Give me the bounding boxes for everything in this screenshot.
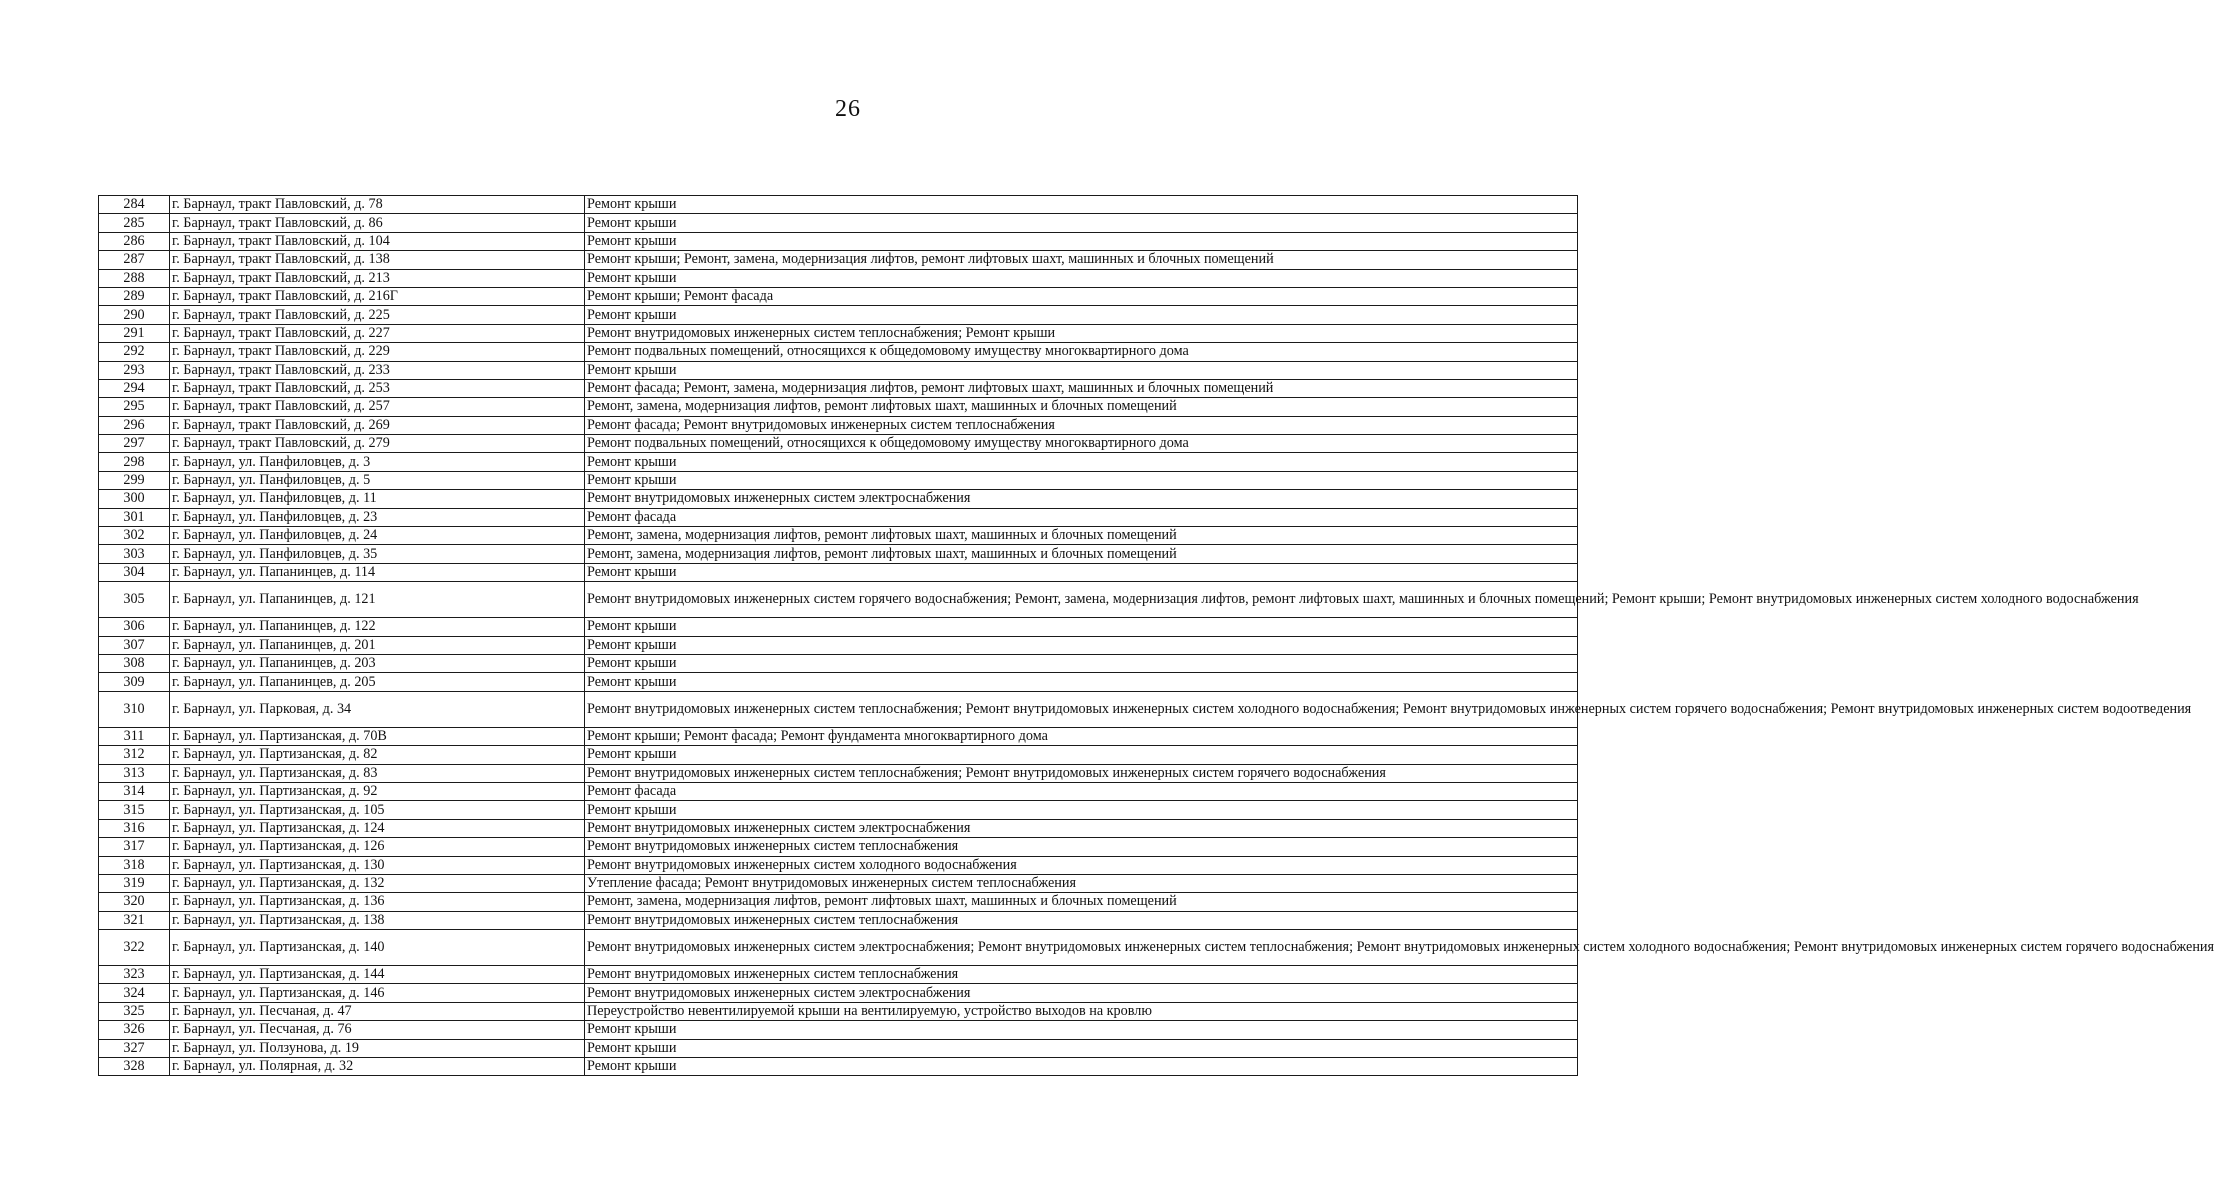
works-cell: Ремонт крыши xyxy=(585,654,1578,672)
row-number-cell: 295 xyxy=(99,398,170,416)
table-row xyxy=(99,269,1578,287)
address-cell: г. Барнаул, ул. Партизанская, д. 130 xyxy=(170,856,585,874)
row-number-cell: 311 xyxy=(99,727,170,745)
address-cell: г. Барнаул, тракт Павловский, д. 78 xyxy=(170,196,585,214)
row-number-cell: 308 xyxy=(99,654,170,672)
row-number-cell: 322 xyxy=(99,930,170,966)
address-cell: г. Барнаул, ул. Песчаная, д. 47 xyxy=(170,1002,585,1020)
row-number-cell: 293 xyxy=(99,361,170,379)
address-cell: г. Барнаул, ул. Панфиловцев, д. 35 xyxy=(170,545,585,563)
works-cell: Ремонт внутридомовых инженерных систем электроснабжения xyxy=(585,819,1578,837)
works-cell: Ремонт крыши xyxy=(585,232,1578,250)
row-number-cell: 315 xyxy=(99,801,170,819)
works-cell: Ремонт подвальных помещений, относящихся к общедомовому имуществу многоквартирного дома xyxy=(585,435,1578,453)
row-number-cell: 327 xyxy=(99,1039,170,1057)
works-cell: Ремонт крыши xyxy=(585,801,1578,819)
row-number-cell: 284 xyxy=(99,196,170,214)
works-cell: Ремонт крыши xyxy=(585,453,1578,471)
table-row xyxy=(99,435,1578,453)
address-cell: г. Барнаул, ул. Панфиловцев, д. 23 xyxy=(170,508,585,526)
works-cell: Ремонт крыши xyxy=(585,563,1578,581)
table-row xyxy=(99,819,1578,837)
table-row xyxy=(99,251,1578,269)
works-cell: Ремонт крыши; Ремонт, замена, модернизация лифтов, ремонт лифтовых шахт, машинных и блочных помещений xyxy=(585,251,1578,269)
row-number-cell: 288 xyxy=(99,269,170,287)
table-row xyxy=(99,361,1578,379)
table-row xyxy=(99,545,1578,563)
address-cell: г. Барнаул, ул. Полярная, д. 32 xyxy=(170,1058,585,1076)
works-cell: Ремонт крыши; Ремонт фасада xyxy=(585,287,1578,305)
works-cell: Ремонт крыши xyxy=(585,1039,1578,1057)
works-cell: Ремонт внутридомовых инженерных систем теплоснабжения xyxy=(585,838,1578,856)
address-cell: г. Барнаул, ул. Партизанская, д. 92 xyxy=(170,782,585,800)
table-row xyxy=(99,343,1578,361)
works-cell: Переустройство невентилируемой крыши на вентилируемую, устройство выходов на кровлю xyxy=(585,1002,1578,1020)
row-number-cell: 309 xyxy=(99,673,170,691)
table-row xyxy=(99,746,1578,764)
address-cell: г. Барнаул, ул. Партизанская, д. 105 xyxy=(170,801,585,819)
works-cell: Ремонт крыши xyxy=(585,269,1578,287)
table-row xyxy=(99,1002,1578,1020)
works-cell: Ремонт крыши xyxy=(585,1021,1578,1039)
table-row xyxy=(99,654,1578,672)
works-cell: Ремонт фасада; Ремонт, замена, модернизация лифтов, ремонт лифтовых шахт, машинных и блочных помещений xyxy=(585,379,1578,397)
table-row xyxy=(99,1021,1578,1039)
works-cell: Ремонт крыши xyxy=(585,361,1578,379)
works-cell: Ремонт подвальных помещений, относящихся к общедомовому имуществу многоквартирного дома xyxy=(585,343,1578,361)
address-cell: г. Барнаул, ул. Папанинцев, д. 114 xyxy=(170,563,585,581)
table-row xyxy=(99,324,1578,342)
works-cell: Ремонт крыши xyxy=(585,636,1578,654)
address-cell: г. Барнаул, ул. Партизанская, д. 70В xyxy=(170,727,585,745)
address-cell: г. Барнаул, ул. Партизанская, д. 138 xyxy=(170,911,585,929)
works-cell: Ремонт внутридомовых инженерных систем электроснабжения; Ремонт внутридомовых инженерных систем теплоснабжения; Ремонт внутридомовых инженерных систем холодного водоснабжения; Ремонт внутридомовых инженерных систем горячего водоснабжения xyxy=(585,930,1578,966)
table-row xyxy=(99,508,1578,526)
address-cell: г. Барнаул, ул. Папанинцев, д. 201 xyxy=(170,636,585,654)
works-cell: Ремонт крыши xyxy=(585,306,1578,324)
works-cell: Ремонт, замена, модернизация лифтов, ремонт лифтовых шахт, машинных и блочных помещений xyxy=(585,893,1578,911)
table-row xyxy=(99,453,1578,471)
table-row xyxy=(99,490,1578,508)
row-number-cell: 294 xyxy=(99,379,170,397)
address-cell: г. Барнаул, тракт Павловский, д. 213 xyxy=(170,269,585,287)
works-cell: Ремонт крыши xyxy=(585,471,1578,489)
row-number-cell: 319 xyxy=(99,874,170,892)
works-cell: Ремонт, замена, модернизация лифтов, ремонт лифтовых шахт, машинных и блочных помещений xyxy=(585,527,1578,545)
page-number: 26 xyxy=(835,96,861,122)
works-cell: Ремонт крыши xyxy=(585,1058,1578,1076)
table-row xyxy=(99,1039,1578,1057)
table-row xyxy=(99,984,1578,1002)
works-cell: Ремонт внутридомовых инженерных систем теплоснабжения; Ремонт внутридомовых инженерных систем горячего водоснабжения xyxy=(585,764,1578,782)
works-cell: Ремонт внутридомовых инженерных систем горячего водоснабжения; Ремонт, замена, модернизация лифтов, ремонт лифтовых шахт, машинных и блочных помещений; Ремонт крыши; Ремонт внутридомовых инженерных систем холодного водоснабжения xyxy=(585,582,1578,618)
works-cell: Ремонт крыши xyxy=(585,196,1578,214)
table-row xyxy=(99,673,1578,691)
works-cell: Ремонт крыши xyxy=(585,618,1578,636)
address-cell: г. Барнаул, ул. Панфиловцев, д. 11 xyxy=(170,490,585,508)
row-number-cell: 296 xyxy=(99,416,170,434)
table-row xyxy=(99,691,1578,727)
row-number-cell: 314 xyxy=(99,782,170,800)
works-cell: Ремонт крыши; Ремонт фасада; Ремонт фундамента многоквартирного дома xyxy=(585,727,1578,745)
table-row xyxy=(99,306,1578,324)
row-number-cell: 305 xyxy=(99,582,170,618)
row-number-cell: 312 xyxy=(99,746,170,764)
address-cell: г. Барнаул, ул. Панфиловцев, д. 5 xyxy=(170,471,585,489)
works-cell: Ремонт внутридомовых инженерных систем теплоснабжения; Ремонт крыши xyxy=(585,324,1578,342)
table-row xyxy=(99,874,1578,892)
address-cell: г. Барнаул, ул. Ползунова, д. 19 xyxy=(170,1039,585,1057)
works-cell: Ремонт фасада xyxy=(585,508,1578,526)
table-row xyxy=(99,527,1578,545)
address-cell: г. Барнаул, тракт Павловский, д. 233 xyxy=(170,361,585,379)
address-cell: г. Барнаул, ул. Партизанская, д. 140 xyxy=(170,930,585,966)
address-cell: г. Барнаул, ул. Партизанская, д. 144 xyxy=(170,966,585,984)
table-row xyxy=(99,764,1578,782)
address-cell: г. Барнаул, тракт Павловский, д. 216Г xyxy=(170,287,585,305)
works-cell: Ремонт внутридомовых инженерных систем холодного водоснабжения xyxy=(585,856,1578,874)
row-number-cell: 297 xyxy=(99,435,170,453)
works-cell: Ремонт фасада; Ремонт внутридомовых инженерных систем теплоснабжения xyxy=(585,416,1578,434)
address-cell: г. Барнаул, тракт Павловский, д. 86 xyxy=(170,214,585,232)
row-number-cell: 324 xyxy=(99,984,170,1002)
address-cell: г. Барнаул, тракт Павловский, д. 257 xyxy=(170,398,585,416)
row-number-cell: 306 xyxy=(99,618,170,636)
address-cell: г. Барнаул, тракт Павловский, д. 104 xyxy=(170,232,585,250)
works-cell: Ремонт крыши xyxy=(585,214,1578,232)
table-row xyxy=(99,893,1578,911)
address-cell: г. Барнаул, тракт Павловский, д. 225 xyxy=(170,306,585,324)
address-cell: г. Барнаул, ул. Партизанская, д. 136 xyxy=(170,893,585,911)
address-cell: г. Барнаул, ул. Парковая, д. 34 xyxy=(170,691,585,727)
repair-works-table xyxy=(98,195,2214,1076)
row-number-cell: 307 xyxy=(99,636,170,654)
works-cell: Ремонт крыши xyxy=(585,746,1578,764)
row-number-cell: 325 xyxy=(99,1002,170,1020)
row-number-cell: 286 xyxy=(99,232,170,250)
row-number-cell: 299 xyxy=(99,471,170,489)
table-row xyxy=(99,582,1578,618)
works-cell: Ремонт, замена, модернизация лифтов, ремонт лифтовых шахт, машинных и блочных помещений xyxy=(585,545,1578,563)
address-cell: г. Барнаул, тракт Павловский, д. 138 xyxy=(170,251,585,269)
row-number-cell: 290 xyxy=(99,306,170,324)
row-number-cell: 316 xyxy=(99,819,170,837)
table-row xyxy=(99,379,1578,397)
table-row xyxy=(99,563,1578,581)
table-row xyxy=(99,930,1578,966)
row-number-cell: 310 xyxy=(99,691,170,727)
table-row xyxy=(99,838,1578,856)
table-row xyxy=(99,416,1578,434)
address-cell: г. Барнаул, ул. Партизанская, д. 146 xyxy=(170,984,585,1002)
address-cell: г. Барнаул, тракт Павловский, д. 253 xyxy=(170,379,585,397)
address-cell: г. Барнаул, ул. Папанинцев, д. 203 xyxy=(170,654,585,672)
table-row xyxy=(99,636,1578,654)
address-cell: г. Барнаул, ул. Папанинцев, д. 205 xyxy=(170,673,585,691)
address-cell: г. Барнаул, ул. Песчаная, д. 76 xyxy=(170,1021,585,1039)
works-cell: Ремонт фасада xyxy=(585,782,1578,800)
row-number-cell: 289 xyxy=(99,287,170,305)
row-number-cell: 323 xyxy=(99,966,170,984)
row-number-cell: 301 xyxy=(99,508,170,526)
table-row xyxy=(99,782,1578,800)
row-number-cell: 317 xyxy=(99,838,170,856)
works-cell: Ремонт внутридомовых инженерных систем электроснабжения xyxy=(585,490,1578,508)
address-cell: г. Барнаул, ул. Партизанская, д. 82 xyxy=(170,746,585,764)
works-cell: Ремонт внутридомовых инженерных систем теплоснабжения xyxy=(585,911,1578,929)
row-number-cell: 320 xyxy=(99,893,170,911)
row-number-cell: 321 xyxy=(99,911,170,929)
works-cell: Ремонт внутридомовых инженерных систем теплоснабжения xyxy=(585,966,1578,984)
table-row xyxy=(99,232,1578,250)
row-number-cell: 291 xyxy=(99,324,170,342)
address-cell: г. Барнаул, ул. Партизанская, д. 124 xyxy=(170,819,585,837)
row-number-cell: 292 xyxy=(99,343,170,361)
table-row xyxy=(99,214,1578,232)
table-row xyxy=(99,966,1578,984)
address-cell: г. Барнаул, ул. Папанинцев, д. 122 xyxy=(170,618,585,636)
table-row xyxy=(99,856,1578,874)
address-cell: г. Барнаул, тракт Павловский, д. 227 xyxy=(170,324,585,342)
table-row xyxy=(99,727,1578,745)
address-cell: г. Барнаул, ул. Партизанская, д. 126 xyxy=(170,838,585,856)
row-number-cell: 326 xyxy=(99,1021,170,1039)
table-row xyxy=(99,196,1578,214)
works-cell: Ремонт крыши xyxy=(585,673,1578,691)
works-cell: Ремонт внутридомовых инженерных систем электроснабжения xyxy=(585,984,1578,1002)
row-number-cell: 300 xyxy=(99,490,170,508)
row-number-cell: 318 xyxy=(99,856,170,874)
table-row xyxy=(99,287,1578,305)
table-row xyxy=(99,801,1578,819)
table-row xyxy=(99,618,1578,636)
works-cell: Утепление фасада; Ремонт внутридомовых инженерных систем теплоснабжения xyxy=(585,874,1578,892)
address-cell: г. Барнаул, ул. Партизанская, д. 132 xyxy=(170,874,585,892)
row-number-cell: 313 xyxy=(99,764,170,782)
works-cell: Ремонт, замена, модернизация лифтов, ремонт лифтовых шахт, машинных и блочных помещений xyxy=(585,398,1578,416)
address-cell: г. Барнаул, ул. Папанинцев, д. 121 xyxy=(170,582,585,618)
row-number-cell: 303 xyxy=(99,545,170,563)
row-number-cell: 304 xyxy=(99,563,170,581)
table-row xyxy=(99,911,1578,929)
row-number-cell: 302 xyxy=(99,527,170,545)
address-cell: г. Барнаул, ул. Партизанская, д. 83 xyxy=(170,764,585,782)
table-row xyxy=(99,471,1578,489)
address-cell: г. Барнаул, ул. Панфиловцев, д. 24 xyxy=(170,527,585,545)
table-body xyxy=(99,196,2214,1076)
table-row xyxy=(99,1058,1578,1076)
row-number-cell: 328 xyxy=(99,1058,170,1076)
address-cell: г. Барнаул, тракт Павловский, д. 269 xyxy=(170,416,585,434)
address-cell: г. Барнаул, тракт Павловский, д. 279 xyxy=(170,435,585,453)
address-cell: г. Барнаул, ул. Панфиловцев, д. 3 xyxy=(170,453,585,471)
row-number-cell: 285 xyxy=(99,214,170,232)
address-cell: г. Барнаул, тракт Павловский, д. 229 xyxy=(170,343,585,361)
works-cell: Ремонт внутридомовых инженерных систем теплоснабжения; Ремонт внутридомовых инженерных систем холодного водоснабжения; Ремонт внутридомовых инженерных систем горячего водоснабжения; Ремонт внутридомовых инженерных систем водоотведения xyxy=(585,691,1578,727)
table-row xyxy=(99,398,1578,416)
row-number-cell: 287 xyxy=(99,251,170,269)
row-number-cell: 298 xyxy=(99,453,170,471)
